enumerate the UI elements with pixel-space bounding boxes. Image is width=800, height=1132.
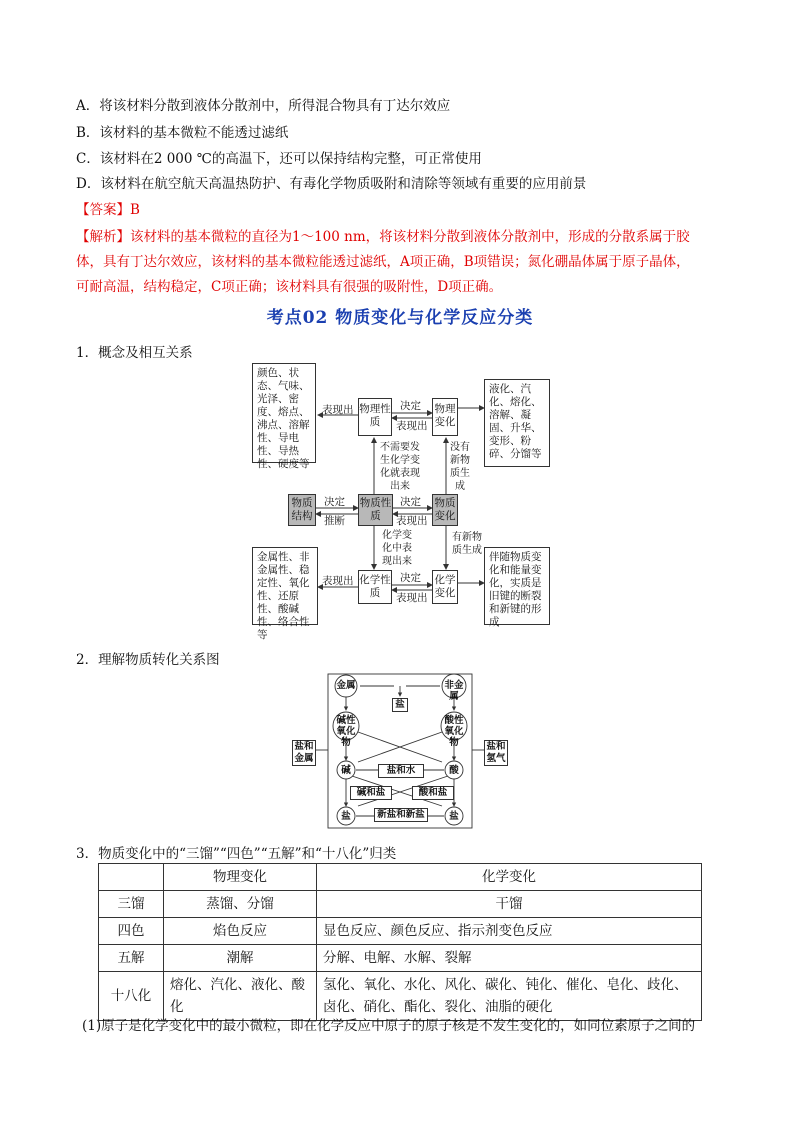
physical-properties-list: 颜色、状态、气味、光泽、密度、熔点、沸点、溶解性、导电性、导热性、硬度等 [252, 363, 316, 463]
matter-property-box: 物质性质 [358, 494, 393, 526]
table-row [99, 918, 702, 945]
label-show-3: 表现出 [396, 515, 428, 527]
note-paragraph: (1)原子是化学变化中的最小微粒，即在化学反应中原子的原子核是不发生变化的，如同位素原子之间的 [82, 1018, 696, 1034]
section-title: 考点02 物质变化与化学反应分类 [266, 308, 534, 328]
node-salt-left: 盐 [341, 811, 351, 822]
classification-table [98, 863, 702, 1021]
analysis-text-1: 该材料的基本微粒的直径为1～100 nm，将该材料分散到液体分散剂中，形成的分散系属于胶 [130, 229, 690, 245]
node-salt-top: 盐 [392, 698, 408, 712]
label-no-chem-change: 不需要发生化学变化就表现出来 [380, 442, 420, 492]
table-cell: 氢化、氧化、水化、风化、碳化、钝化、催化、皂化、歧化、卤化、硝化、酯化、裂化、油脂的硬化 [317, 972, 702, 1021]
table-cell: 三馏 [99, 891, 164, 918]
label-show-4: 表现出 [322, 575, 354, 587]
table-cell: 焰色反应 [164, 918, 317, 945]
table-row [99, 945, 702, 972]
conversion-diagram-lines [290, 670, 510, 830]
chemical-properties-list: 金属性、非金属性、稳定性、氧化性、还原性、酸碱性、络合性等 [252, 547, 318, 625]
physical-change-list: 液化、汽化、熔化、溶解、凝固、升华、变形、粉碎、分馏等 [484, 379, 550, 467]
label-decide-4: 决定 [400, 572, 421, 584]
node-salt-metal: 盐和金属 [292, 740, 316, 766]
node-acid-salt: 酸和盐 [412, 786, 454, 800]
table-cell: 分解、电解、水解、裂解 [317, 945, 702, 972]
node-base-salt: 碱和盐 [350, 786, 392, 800]
node-basic-oxide: 碱性氧化物 [336, 715, 356, 748]
label-no-new-substance: 没有新物质生成 [450, 442, 470, 492]
answer: 【答案】B [76, 202, 140, 218]
table-cell: 显色反应、颜色反应、指示剂变色反应 [317, 918, 702, 945]
option-a: A．将该材料分散到液体分散剂中，所得混合物具有丁达尔效应 [76, 98, 451, 114]
physical-property-box: 物理性质 [358, 398, 392, 436]
matter-structure-box: 物质结构 [288, 494, 316, 526]
table-header-cell [99, 864, 164, 891]
chemical-change-list: 伴随物质变化和能量变化，实质是旧键的断裂和新键的形成 [484, 547, 550, 625]
table-cell: 干馏 [317, 891, 702, 918]
analysis-label: 【解析】 [76, 229, 130, 245]
node-acid: 酸 [449, 765, 459, 776]
subheading-1: 1．概念及相互关系 [76, 345, 193, 361]
table-row [99, 891, 702, 918]
analysis-line-3: 可耐高温，结构稳定，C项正确；该材料具有很强的吸附性，D项正确。 [76, 279, 503, 295]
label-decide-2: 决定 [324, 496, 345, 508]
table-header-cell: 化学变化 [317, 864, 702, 891]
table-header-cell: 物理变化 [164, 864, 317, 891]
subheading-2: 2．理解物质转化关系图 [76, 652, 220, 668]
table-cell: 潮解 [164, 945, 317, 972]
concept-diagram [250, 363, 550, 641]
node-salt-hydrogen: 盐和氢气 [484, 740, 508, 766]
physical-change-box: 物理变化 [432, 398, 458, 436]
table-cell: 熔化、汽化、液化、酸化 [164, 972, 317, 1021]
node-salt-water: 盐和水 [378, 764, 424, 778]
table-row [99, 972, 702, 1021]
table-header-row [99, 864, 702, 891]
label-infer: 推断 [324, 515, 345, 527]
table-cell: 十八化 [99, 972, 164, 1021]
chemical-property-box: 化学性质 [358, 570, 392, 604]
subheading-3: 3．物质变化中的“三馏”“四色”“五解”和“十八化”归类 [76, 846, 397, 862]
conversion-diagram [290, 670, 510, 830]
table-cell: 蒸馏、分馏 [164, 891, 317, 918]
table-cell: 五解 [99, 945, 164, 972]
option-b: B．该材料的基本微粒不能透过滤纸 [76, 125, 289, 141]
node-salt-right: 盐 [449, 811, 459, 822]
table-cell: 四色 [99, 918, 164, 945]
label-decide-3: 决定 [400, 496, 421, 508]
option-d: D．该材料在航空航天高温热防护、有毒化学物质吸附和清除等领域有重要的应用前景 [76, 176, 587, 192]
label-decide-1: 决定 [400, 400, 421, 412]
option-c: C．该材料在2 000 ℃的高温下，还可以保持结构完整，可正常使用 [76, 151, 482, 167]
analysis-line-2: 体，具有丁达尔效应，该材料的基本微粒能透过滤纸，A项正确，B项错误；氮化硼晶体属于原子晶体， [76, 254, 690, 270]
label-chem-change-show: 化学变化中表现出来 [382, 530, 412, 567]
node-new-salts: 新盐和新盐 [374, 808, 428, 822]
label-show-5: 表现出 [396, 592, 428, 604]
chemical-change-box: 化学变化 [432, 570, 458, 604]
label-show-1: 表现出 [322, 404, 354, 416]
node-nonmetal: 非金属 [444, 680, 464, 702]
node-acidic-oxide: 酸性氧化物 [444, 715, 464, 748]
node-metal: 金属 [336, 680, 356, 691]
label-show-2: 表现出 [396, 420, 428, 432]
analysis-line-1 [76, 228, 690, 246]
label-has-new-substance: 有新物质生成 [452, 532, 482, 556]
matter-change-box: 物质变化 [432, 494, 458, 526]
node-base: 碱 [341, 765, 351, 776]
